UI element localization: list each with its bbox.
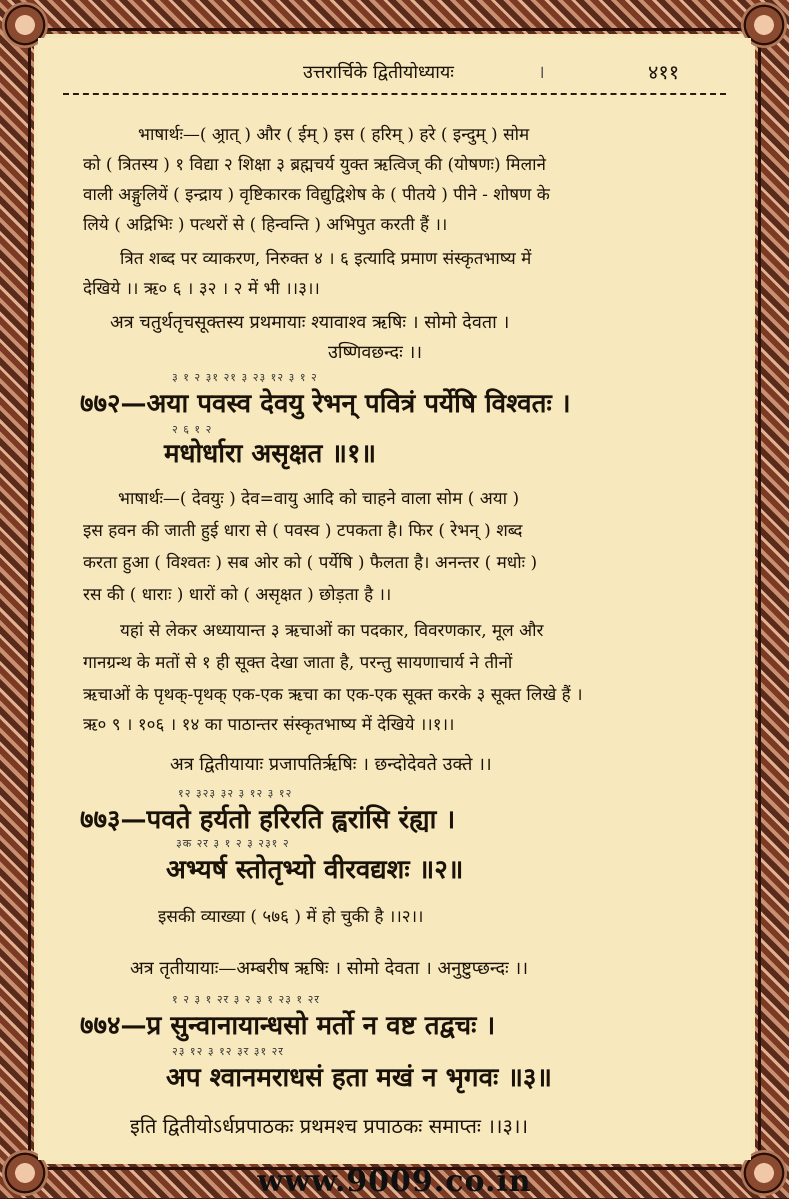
para1-line2: को ( त्रितस्य ) १ विद्या २ शिक्षा ३ ब्रह्मचर्य युक्त ऋत्विज् की (योषणः) मिलाने [83,155,546,175]
para1-line1: भाषार्थः—( अ्रात् ) और ( ईम् ) इस ( हरिम् ) हरे ( इन्दुम् ) सोम [138,125,530,145]
para1-line3: वाली अङ्गुलियें ( इन्द्राय ) वृष्टिकारक विद्युद्विशेष के ( पीतये ) पीने - शोषण के [83,185,550,205]
para3-line4: रस की ( धाराः ) धारों को ( असृक्षत ) छोड़ता है ।। [83,585,392,605]
intro772-line2: उष्णिवछन्दः ।। [328,342,423,363]
para3-line1: भाषार्थः—( देवयुः ) देव=वायु आदि को चाहने वाला सोम ( अया ) [118,489,520,509]
header-title: उत्तरार्चिके द्वितीयोध्यायः [303,62,454,83]
header-mark: । [538,62,545,83]
page-header [38,58,751,86]
para4-line4: ऋ० ९ । १०६ । १४ का पाठान्तर संस्कृतभाष्य में देखिये ।।१।। [83,715,455,735]
svara-marks: ३ १ २ ३१ २१ ३ २३ १२ ३ १ २ [172,371,318,384]
verse-774-line2: अप श्वानमराधसं हता मखं न भृगवः ॥३॥ [166,1063,552,1093]
verse-772-line1: ७७२—अया पवस्व देवयु रेभन् पवित्रं पर्येषि विश्वतः । [80,389,571,419]
closing-line: इति द्वितीयोऽर्धप्रपाठकः प्रथमश्च प्रपाठकः समाप्तः ।।३।। [130,1114,529,1138]
para1-line4: लिये ( अद्रिभिः ) पत्थरों से ( हिन्वन्ति ) अभिपुत करती हैं ।। [83,215,448,235]
svara-marks: २ ६ १ २ [172,423,213,436]
website-url: www.9009.co.in [257,1164,532,1199]
svara-marks: २३ १२ ३ १२ ३र ३१ २र [172,1045,284,1058]
para4-line3: ऋचाओं के पृथक्-पृथक् एक-एक ऋचा का एक-एक सूक्त करके ३ सूक्त लिखे हैं । [83,685,583,705]
verse-772-line2: मधोर्धारा असृक्षत ॥१॥ [164,439,377,469]
svara-marks: १ २ ३ १ २र ३ २ ३ १ २३ १ २र [172,993,320,1006]
intro774: अत्र तृतीयायाः—अम्बरीष ऋषिः । सोमो देवता । अनुष्टुप्छन्दः ।। [130,958,529,979]
header-rule [63,93,726,95]
intro773: अत्र द्वितीयायाः प्रजापतिर्ऋषिः । छन्दोदेवते उक्ते ।। [170,754,492,775]
para2-line2: देखिये ।। ऋ० ६ । ३२ । २ में भी ।।३।। [83,279,320,299]
page-number: ४११ [648,60,680,84]
document-page [38,38,751,1160]
note773: इसकी व्याख्या ( ५७६ ) में हो चुकी है ।।२।। [158,907,424,927]
para2-line1: त्रित शब्द पर व्याकरण, निरुक्त ४ । ६ इत्यादि प्रमाण संस्कृतभाष्य में [120,249,532,269]
verse-774-line1: ७७४—प्र सुन्वानायान्धसो मर्तो न वष्ट तद्वचः । [80,1011,496,1041]
verse-773-line1: ७७३—पवते हर्यतो हरिरति ह्वरांसि रंह्या । [80,805,456,835]
para4-line2: गानग्रन्थ के मतों से १ ही सूक्त देखा जाता है, परन्तु सायणाचार्य ने तीनों [83,653,513,673]
para4-line1: यहां से लेकर अध्यायान्त ३ ऋचाओं का पदकार, विवरणकार, मूल और [120,621,544,641]
svara-marks: ३क २र ३ १ २ ३ २३१ २ [176,837,290,850]
svara-marks: १२ ३२३ ३२ ३ १२ ३ १२ [178,787,293,800]
intro772-line1: अत्र चतुर्थतृचसूक्तस्य प्रथमायाः श्यावाश्व ऋषिः । सोमो देवता । [110,312,510,333]
para3-line3: करता हुआ ( विश्वतः ) सब ओर को ( पर्येषि ) फैलता है। अनन्तर ( मधोः ) [83,553,538,573]
verse-773-line2: अभ्यर्ष स्तोतृभ्यो वीरवद्यशः ॥२॥ [166,855,464,885]
para3-line2: इस हवन की जाती हुई धारा से ( पवस्व ) टपकता है। फिर ( रेभन् ) शब्द [83,521,523,541]
